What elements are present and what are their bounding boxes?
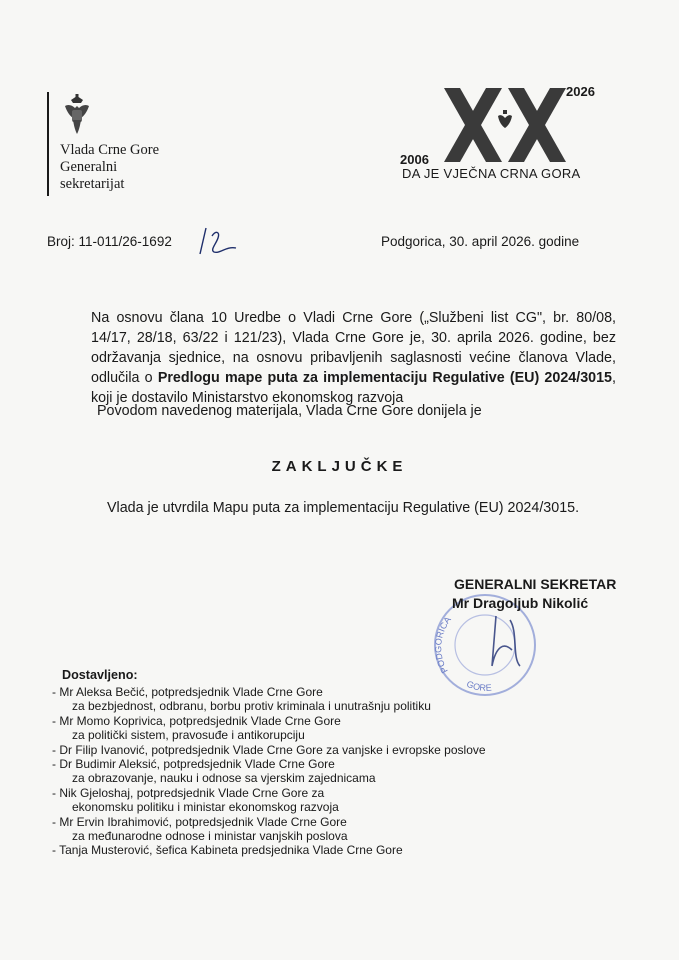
decision-text: Vlada je utvrdila Mapu puta za implementaciju Regulative (EU) 2024/3015. bbox=[107, 500, 580, 516]
list-item bbox=[52, 685, 552, 714]
reference-number: Broj: 11-011/26-1692 bbox=[47, 234, 172, 249]
logo-motto: DA JE VJEČNA CRNA GORA bbox=[402, 166, 581, 181]
recipient-name: - Dr Budimir Aleksić, potpredsjednik Vlade Crne Gore bbox=[52, 757, 335, 772]
issuer-name: Vlada Crne Gore bbox=[60, 142, 160, 158]
body-submitter: , koji je dostavilo Ministarstvo ekonomskog razvoja bbox=[91, 370, 616, 406]
recipient-name: - Mr Ervin Ibrahimović, potpredsjednik Vlade Crne Gore bbox=[52, 814, 347, 829]
header-divider bbox=[47, 92, 49, 196]
list-item bbox=[52, 743, 552, 757]
recipient-name: - Mr Aleksa Bečić, potpredsjednik Vlade Crne Gore bbox=[52, 685, 323, 699]
logo-year-end: 2026 bbox=[566, 84, 595, 99]
montenegro-coat-of-arms-icon bbox=[62, 94, 92, 136]
recipient-portfolio: za politički sistem, pravosuđe i antikorupciju bbox=[72, 728, 305, 743]
recipient-name: - Nik Gjeloshaj, potpredsjednik Vlade Crne Gore za bbox=[52, 785, 325, 800]
recipient-name: - Dr Filip Ivanović, potpredsjednik Vlade Crne Gore za vanjske i evropske poslove bbox=[52, 742, 486, 757]
signatory-name: Mr Dragoljub Nikolić bbox=[452, 595, 589, 611]
recipient-portfolio: za bezbjednost, odbranu, borbu protiv kriminala i unutrašnju politiku bbox=[72, 699, 431, 714]
svg-text:PODGORICA bbox=[433, 615, 453, 675]
anniversary-xx-logo bbox=[440, 86, 570, 164]
body-intro: Na osnovu člana 10 Uredbe o Vladi Crne Gore („Službeni list CG", br. 80/08, 14/17, 28/18, 63/22 i 121/23), Vlada Crne Gore je, 30. aprila 2026. godine, bez održavanja sjednice, na osnovu pribavljenih saglasnosti većine članova Vlade, odlučila o bbox=[91, 310, 616, 386]
recipient-name: - Mr Momo Koprivica, potpredsjednik Vlade Crne Gore bbox=[52, 713, 341, 728]
distribution-label: Dostavljeno: bbox=[62, 668, 138, 682]
distribution-list bbox=[52, 685, 552, 858]
list-item bbox=[52, 786, 552, 815]
issuer-unit-2: sekretarijat bbox=[60, 176, 125, 192]
recipient-portfolio: za međunarodne odnose i ministar vanjskih poslova bbox=[72, 829, 348, 844]
body-subject: Predlogu mape puta za implementaciju Regulative (EU) 2024/3015 bbox=[157, 370, 613, 386]
list-item bbox=[52, 815, 552, 844]
body-paragraph-2: Povodom navedenog materijala, Vlada Crne Gore donijela je bbox=[97, 403, 482, 419]
recipient-name: - Tanja Musterović, šefica Kabineta predsjednika Vlade Crne Gore bbox=[52, 843, 403, 858]
seal-text-bottom: GORE bbox=[465, 678, 492, 693]
list-item bbox=[52, 714, 552, 743]
body-paragraph bbox=[91, 308, 616, 408]
seal-text-top: PODGORICA bbox=[433, 614, 453, 675]
list-item bbox=[52, 843, 552, 857]
handwritten-reference-suffix bbox=[196, 226, 246, 256]
list-item bbox=[52, 757, 552, 786]
recipient-portfolio: za obrazovanje, nauku i odnose sa vjerskim zajednicama bbox=[72, 771, 376, 786]
recipient-portfolio: ekonomsku politiku i ministar ekonomskog razvoja bbox=[72, 800, 339, 815]
signatory-title: GENERALNI SEKRETAR bbox=[454, 576, 617, 592]
issuer-block bbox=[60, 142, 159, 193]
conclusions-heading: ZAKLJUČKE bbox=[271, 458, 408, 475]
logo-year-start: 2006 bbox=[400, 152, 429, 167]
issuer-unit: Generalni bbox=[60, 159, 118, 175]
place-and-date: Podgorica, 30. april 2026. godine bbox=[381, 234, 580, 249]
